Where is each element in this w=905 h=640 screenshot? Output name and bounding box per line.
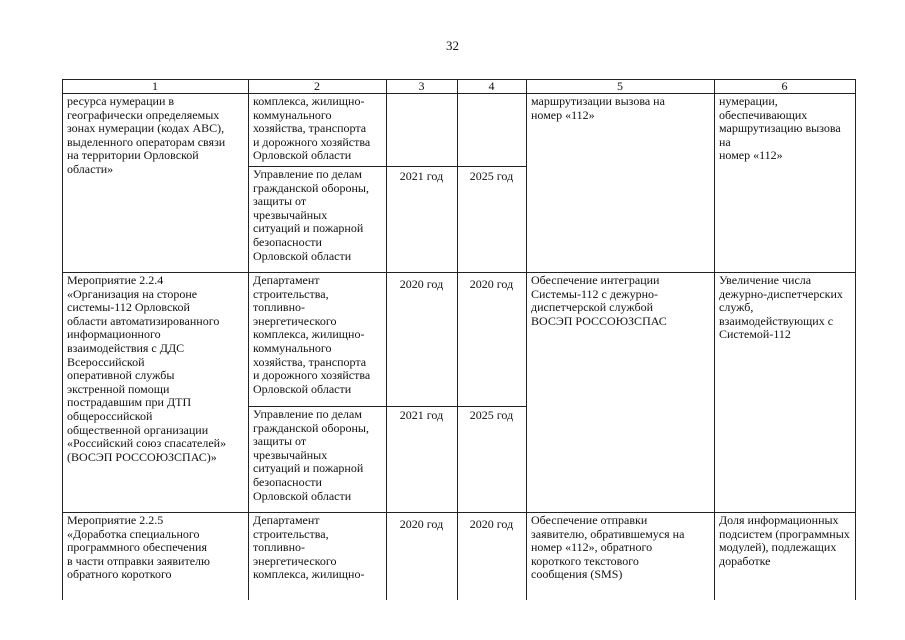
col-border-1	[248, 79, 249, 600]
col-border-5	[714, 79, 715, 600]
row2-measure: Мероприятие 2.2.4 «Организация на стороне системы-112 Орловской области автоматизированного информационного взаимодействия с ДДС Всероссийской оперативной службы экстренной помощи пострадавшим при ДТП общероссийской общественной организации «Российский союз спасателей» (ВОСЭП РОССОЮЗСПАС)»	[67, 273, 227, 464]
row3-measure: Мероприятие 2.2.5 «Доработка специального программного обеспечения в части отправки заявителю обратного короткого	[67, 513, 210, 582]
row3-result: Обеспечение отправки заявителю, обратившемуся на номер «112», обратного короткого текстового сообщения (SMS)	[531, 513, 685, 582]
row3-start-year-a: 2020 год	[399, 517, 444, 531]
row2-end-year-a: 2020 год	[469, 277, 514, 291]
col-border-6	[855, 79, 856, 600]
row2-indicator: Увеличение числа дежурно-диспетчерских служб, взаимодействующих с Системой-112	[719, 273, 843, 342]
row2-start-year-a: 2020 год	[399, 277, 444, 291]
row2-executor-b: Управление по делам гражданской обороны, защиты от чрезвычайных ситуаций и пожарной безопасности Орловской области	[253, 407, 369, 503]
row3-executor-a: Департамент строительства, топливно- энергетического комплекса, жилищно-	[253, 513, 365, 582]
header-col-5: 5	[617, 79, 623, 93]
header-col-6: 6	[781, 79, 788, 93]
row1-start-year-b: 2021 год	[399, 169, 444, 183]
col-border-4	[526, 79, 527, 600]
row1-measure: ресурса нумерации в географически определяемых зонах нумерации (кодах АВС), выделенного операторам связи на территории Орловской области»	[67, 94, 226, 176]
row2-start-year-b: 2021 год	[399, 408, 444, 422]
row2-executor-a: Департамент строительства, топливно- энергетического комплекса, жилищно- коммунального хозяйства, транспорта и дорожного хозяйства Орловской области	[253, 273, 371, 396]
col-border-0	[62, 79, 63, 600]
row1-result: маршрутизации вызова на номер «112»	[531, 94, 665, 122]
header-col-2: 2	[314, 79, 320, 93]
page-number: 32	[446, 38, 459, 53]
header-col-3: 3	[418, 79, 425, 93]
row1-indicator: нумерации, обеспечивающих маршрутизацию вызова на номер «112»	[719, 94, 841, 163]
row3-end-year-a: 2020 год	[469, 517, 514, 531]
header-col-1: 1	[152, 79, 158, 93]
header-col-4: 4	[488, 79, 495, 93]
row2-result: Обеспечение интеграции Системы-112 с дежурно- диспетчерской службой ВОСЭП РОССОЮЗСПАС	[531, 273, 667, 328]
row3-indicator: Доля информационных подсистем (программных модулей), подлежащих доработке	[719, 513, 850, 568]
row1-end-year-b: 2025 год	[469, 169, 514, 183]
row2-end-year-b: 2025 год	[469, 408, 514, 422]
row1-executor-b: Управление по делам гражданской обороны, защиты от чрезвычайных ситуаций и пожарной безопасности Орловской области	[253, 167, 369, 263]
row1-executor-a: комплекса, жилищно- коммунального хозяйства, транспорта и дорожного хозяйства Орловской области	[253, 94, 371, 163]
